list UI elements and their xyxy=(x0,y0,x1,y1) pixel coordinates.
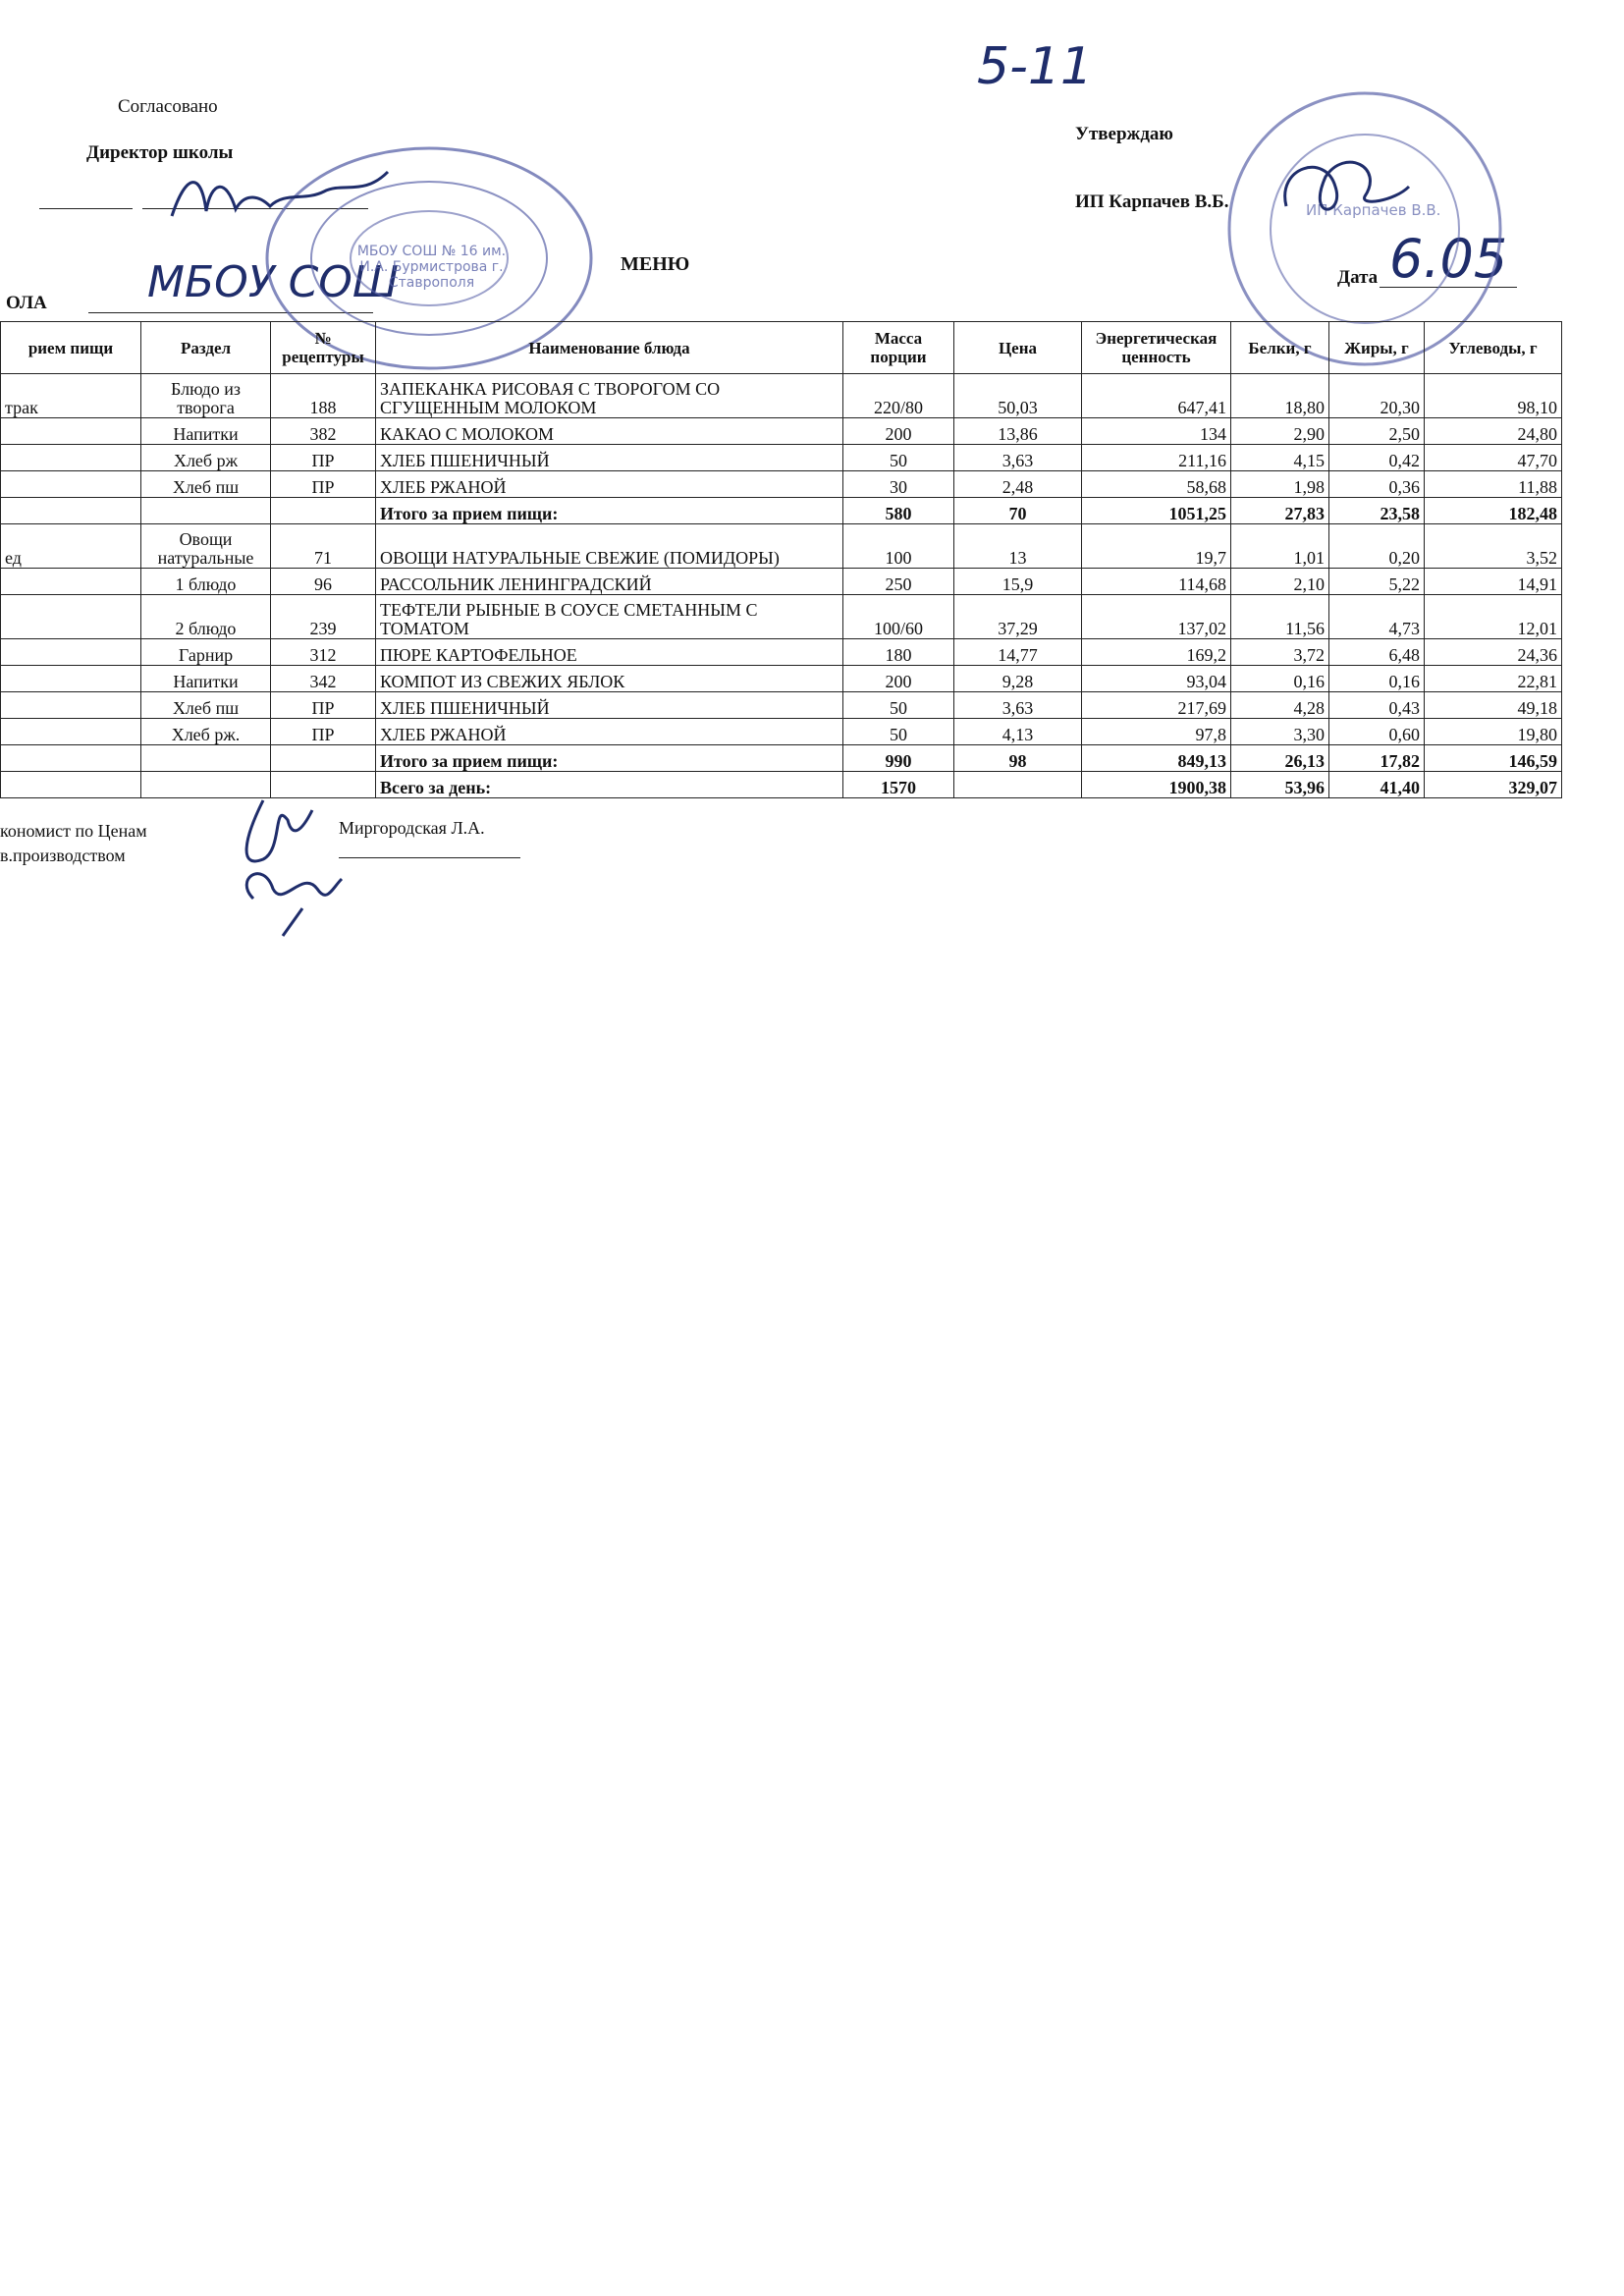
cell-protein: 2,10 xyxy=(1231,569,1329,595)
director-signature xyxy=(167,162,393,231)
cell-mass: 100 xyxy=(843,524,954,569)
cell-section: Напитки xyxy=(141,418,271,445)
cell-price xyxy=(954,772,1082,798)
cell-fat: 0,60 xyxy=(1329,719,1425,745)
cell-dish-name: КАКАО С МОЛОКОМ xyxy=(376,418,843,445)
cell-meal xyxy=(1,445,141,471)
cell-energy: 137,02 xyxy=(1082,595,1231,639)
col-header-price: Цена xyxy=(954,322,1082,374)
total-row xyxy=(1,745,1562,772)
cell-carbs: 98,10 xyxy=(1425,374,1562,418)
cell-dish-name: ОВОЩИ НАТУРАЛЬНЫЕ СВЕЖИЕ (ПОМИДОРЫ) xyxy=(376,524,843,569)
cell-price: 13 xyxy=(954,524,1082,569)
cell-recipe: ПР xyxy=(271,471,376,498)
cell-energy: 849,13 xyxy=(1082,745,1231,772)
cell-protein: 11,56 xyxy=(1231,595,1329,639)
cell-dish-name: РАССОЛЬНИК ЛЕНИНГРАДСКИЙ xyxy=(376,569,843,595)
cell-section: Хлеб рж xyxy=(141,445,271,471)
total-row xyxy=(1,498,1562,524)
cell-section: 2 блюдо xyxy=(141,595,271,639)
cell-recipe: 382 xyxy=(271,418,376,445)
cell-mass: 250 xyxy=(843,569,954,595)
cell-mass: 1570 xyxy=(843,772,954,798)
cell-protein: 0,16 xyxy=(1231,666,1329,692)
cell-protein: 18,80 xyxy=(1231,374,1329,418)
col-header-energy: Энергетическая ценность xyxy=(1082,322,1231,374)
cell-fat: 0,16 xyxy=(1329,666,1425,692)
cell-meal xyxy=(1,471,141,498)
col-header-meal: рием пищи xyxy=(1,322,141,374)
cell-mass: 180 xyxy=(843,639,954,666)
cell-price: 2,48 xyxy=(954,471,1082,498)
cell-energy: 1051,25 xyxy=(1082,498,1231,524)
cell-price: 50,03 xyxy=(954,374,1082,418)
cell-protein: 3,30 xyxy=(1231,719,1329,745)
col-header-recipe: № рецептуры xyxy=(271,322,376,374)
cell-dish-name: КОМПОТ ИЗ СВЕЖИХ ЯБЛОК xyxy=(376,666,843,692)
cell-carbs: 329,07 xyxy=(1425,772,1562,798)
cell-mass: 100/60 xyxy=(843,595,954,639)
cell-mass: 220/80 xyxy=(843,374,954,418)
cell-fat: 6,48 xyxy=(1329,639,1425,666)
col-header-carbs: Углеводы, г xyxy=(1425,322,1562,374)
menu-table xyxy=(0,321,1562,798)
cell-recipe: 71 xyxy=(271,524,376,569)
cell-meal: ед xyxy=(1,524,141,569)
date-label: Дата xyxy=(1337,267,1379,288)
cell-meal xyxy=(1,745,141,772)
cell-recipe: ПР xyxy=(271,719,376,745)
col-header-protein: Белки, г xyxy=(1231,322,1329,374)
cell-mass: 50 xyxy=(843,445,954,471)
table-row xyxy=(1,719,1562,745)
cell-price: 9,28 xyxy=(954,666,1082,692)
school-label: ОЛА xyxy=(6,293,47,313)
table-row xyxy=(1,418,1562,445)
cell-meal xyxy=(1,639,141,666)
agreed-label: Согласовано xyxy=(118,96,218,117)
cell-meal xyxy=(1,719,141,745)
cell-price: 15,9 xyxy=(954,569,1082,595)
cell-protein: 2,90 xyxy=(1231,418,1329,445)
cell-section: Хлеб рж. xyxy=(141,719,271,745)
company-stamp-text: ИП Карпачев В.В. xyxy=(1306,201,1441,219)
cell-price: 3,63 xyxy=(954,692,1082,719)
cell-price: 37,29 xyxy=(954,595,1082,639)
cell-price: 98 xyxy=(954,745,1082,772)
cell-recipe: ПР xyxy=(271,692,376,719)
school-handwritten: МБОУ СОШ xyxy=(147,257,399,307)
col-header-mass: Масса порции xyxy=(843,322,954,374)
cell-section: Гарнир xyxy=(141,639,271,666)
cell-meal xyxy=(1,692,141,719)
cell-dish-name: ХЛЕБ ПШЕНИЧНЫЙ xyxy=(376,445,843,471)
cell-energy: 58,68 xyxy=(1082,471,1231,498)
cell-mass: 200 xyxy=(843,666,954,692)
cell-meal xyxy=(1,569,141,595)
director-signature-line xyxy=(39,208,133,209)
cell-carbs: 24,80 xyxy=(1425,418,1562,445)
cell-fat: 20,30 xyxy=(1329,374,1425,418)
cell-meal xyxy=(1,418,141,445)
col-header-fat: Жиры, г xyxy=(1329,322,1425,374)
cell-fat: 41,40 xyxy=(1329,772,1425,798)
cell-fat: 17,82 xyxy=(1329,745,1425,772)
table-row xyxy=(1,692,1562,719)
cell-section: Овощи натуральные xyxy=(141,524,271,569)
cell-recipe: ПР xyxy=(271,445,376,471)
cell-mass: 200 xyxy=(843,418,954,445)
cell-mass: 580 xyxy=(843,498,954,524)
cell-section xyxy=(141,745,271,772)
cell-dish-name: Итого за прием пищи: xyxy=(376,498,843,524)
cell-energy: 93,04 xyxy=(1082,666,1231,692)
cell-protein: 53,96 xyxy=(1231,772,1329,798)
handwritten-page-mark: 5-11 xyxy=(977,37,1094,96)
cell-energy: 647,41 xyxy=(1082,374,1231,418)
col-header-dish: Наименование блюда xyxy=(376,322,843,374)
economist-label-2: в.производством xyxy=(0,846,126,865)
cell-dish-name: ПЮРЕ КАРТОФЕЛЬНОЕ xyxy=(376,639,843,666)
cell-recipe: 342 xyxy=(271,666,376,692)
cell-recipe: 96 xyxy=(271,569,376,595)
economist-signature-line xyxy=(339,857,520,858)
school-stamp-text: МБОУ СОШ № 16 им. И.А. Бурмистрова г. Ставрополя xyxy=(356,244,507,291)
table-row xyxy=(1,471,1562,498)
cell-carbs: 3,52 xyxy=(1425,524,1562,569)
cell-price: 4,13 xyxy=(954,719,1082,745)
cell-mass: 50 xyxy=(843,719,954,745)
approve-label: Утверждаю xyxy=(1075,124,1173,144)
cell-recipe xyxy=(271,745,376,772)
cell-meal xyxy=(1,498,141,524)
cell-carbs: 14,91 xyxy=(1425,569,1562,595)
cell-energy: 134 xyxy=(1082,418,1231,445)
cell-mass: 990 xyxy=(843,745,954,772)
approver-signature xyxy=(1267,147,1414,226)
cell-carbs: 182,48 xyxy=(1425,498,1562,524)
cell-section: Хлеб пш xyxy=(141,471,271,498)
cell-section: 1 блюдо xyxy=(141,569,271,595)
cell-fat: 4,73 xyxy=(1329,595,1425,639)
cell-meal xyxy=(1,666,141,692)
table-row xyxy=(1,666,1562,692)
cell-energy: 217,69 xyxy=(1082,692,1231,719)
cell-recipe: 239 xyxy=(271,595,376,639)
cell-carbs: 11,88 xyxy=(1425,471,1562,498)
economist-name: Миргородская Л.А. xyxy=(339,818,485,838)
cell-protein: 4,28 xyxy=(1231,692,1329,719)
cell-section xyxy=(141,772,271,798)
cell-price: 13,86 xyxy=(954,418,1082,445)
table-row xyxy=(1,569,1562,595)
cell-energy: 1900,38 xyxy=(1082,772,1231,798)
cell-protein: 4,15 xyxy=(1231,445,1329,471)
cell-dish-name: ТЕФТЕЛИ РЫБНЫЕ В СОУСЕ СМЕТАННЫМ С ТОМАТОМ xyxy=(376,595,843,639)
cell-protein: 26,13 xyxy=(1231,745,1329,772)
table-row xyxy=(1,445,1562,471)
cell-protein: 1,01 xyxy=(1231,524,1329,569)
cell-recipe: 312 xyxy=(271,639,376,666)
cell-mass: 50 xyxy=(843,692,954,719)
cell-price: 70 xyxy=(954,498,1082,524)
cell-fat: 0,43 xyxy=(1329,692,1425,719)
cell-energy: 97,8 xyxy=(1082,719,1231,745)
table-row xyxy=(1,524,1562,569)
table-row xyxy=(1,595,1562,639)
cell-fat: 0,20 xyxy=(1329,524,1425,569)
col-header-section: Раздел xyxy=(141,322,271,374)
cell-protein: 1,98 xyxy=(1231,471,1329,498)
cell-meal xyxy=(1,595,141,639)
cell-carbs: 12,01 xyxy=(1425,595,1562,639)
cell-dish-name: ХЛЕБ РЖАНОЙ xyxy=(376,719,843,745)
cell-price: 14,77 xyxy=(954,639,1082,666)
cell-dish-name: ЗАПЕКАНКА РИСОВАЯ С ТВОРОГОМ СО СГУЩЕННЫМ МОЛОКОМ xyxy=(376,374,843,418)
cell-fat: 2,50 xyxy=(1329,418,1425,445)
economist-label-1: кономист по Ценам xyxy=(0,821,147,841)
cell-energy: 19,7 xyxy=(1082,524,1231,569)
cell-protein: 3,72 xyxy=(1231,639,1329,666)
cell-dish-name: ХЛЕБ РЖАНОЙ xyxy=(376,471,843,498)
cell-price: 3,63 xyxy=(954,445,1082,471)
date-handwritten: 6.05 xyxy=(1389,228,1508,290)
cell-energy: 169,2 xyxy=(1082,639,1231,666)
cell-recipe xyxy=(271,772,376,798)
cell-carbs: 19,80 xyxy=(1425,719,1562,745)
total-row xyxy=(1,772,1562,798)
cell-carbs: 22,81 xyxy=(1425,666,1562,692)
cell-meal: трак xyxy=(1,374,141,418)
cell-carbs: 146,59 xyxy=(1425,745,1562,772)
cell-fat: 0,42 xyxy=(1329,445,1425,471)
table-header-row xyxy=(1,322,1562,374)
cell-carbs: 49,18 xyxy=(1425,692,1562,719)
cell-section xyxy=(141,498,271,524)
cell-carbs: 24,36 xyxy=(1425,639,1562,666)
cell-section: Хлеб пш xyxy=(141,692,271,719)
cell-fat: 5,22 xyxy=(1329,569,1425,595)
cell-recipe: 188 xyxy=(271,374,376,418)
economist-signature xyxy=(234,781,361,938)
cell-protein: 27,83 xyxy=(1231,498,1329,524)
cell-dish-name: Итого за прием пищи: xyxy=(376,745,843,772)
cell-carbs: 47,70 xyxy=(1425,445,1562,471)
cell-energy: 114,68 xyxy=(1082,569,1231,595)
page-title: МЕНЮ xyxy=(621,253,690,275)
cell-fat: 0,36 xyxy=(1329,471,1425,498)
table-row xyxy=(1,639,1562,666)
cell-meal xyxy=(1,772,141,798)
cell-section: Напитки xyxy=(141,666,271,692)
cell-dish-name: Всего за день: xyxy=(376,772,843,798)
cell-recipe xyxy=(271,498,376,524)
approver-name: ИП Карпачев В.Б. xyxy=(1075,191,1229,212)
cell-mass: 30 xyxy=(843,471,954,498)
director-label: Директор школы xyxy=(86,142,234,163)
cell-fat: 23,58 xyxy=(1329,498,1425,524)
cell-energy: 211,16 xyxy=(1082,445,1231,471)
cell-dish-name: ХЛЕБ ПШЕНИЧНЫЙ xyxy=(376,692,843,719)
cell-section: Блюдо из творога xyxy=(141,374,271,418)
table-row xyxy=(1,374,1562,418)
